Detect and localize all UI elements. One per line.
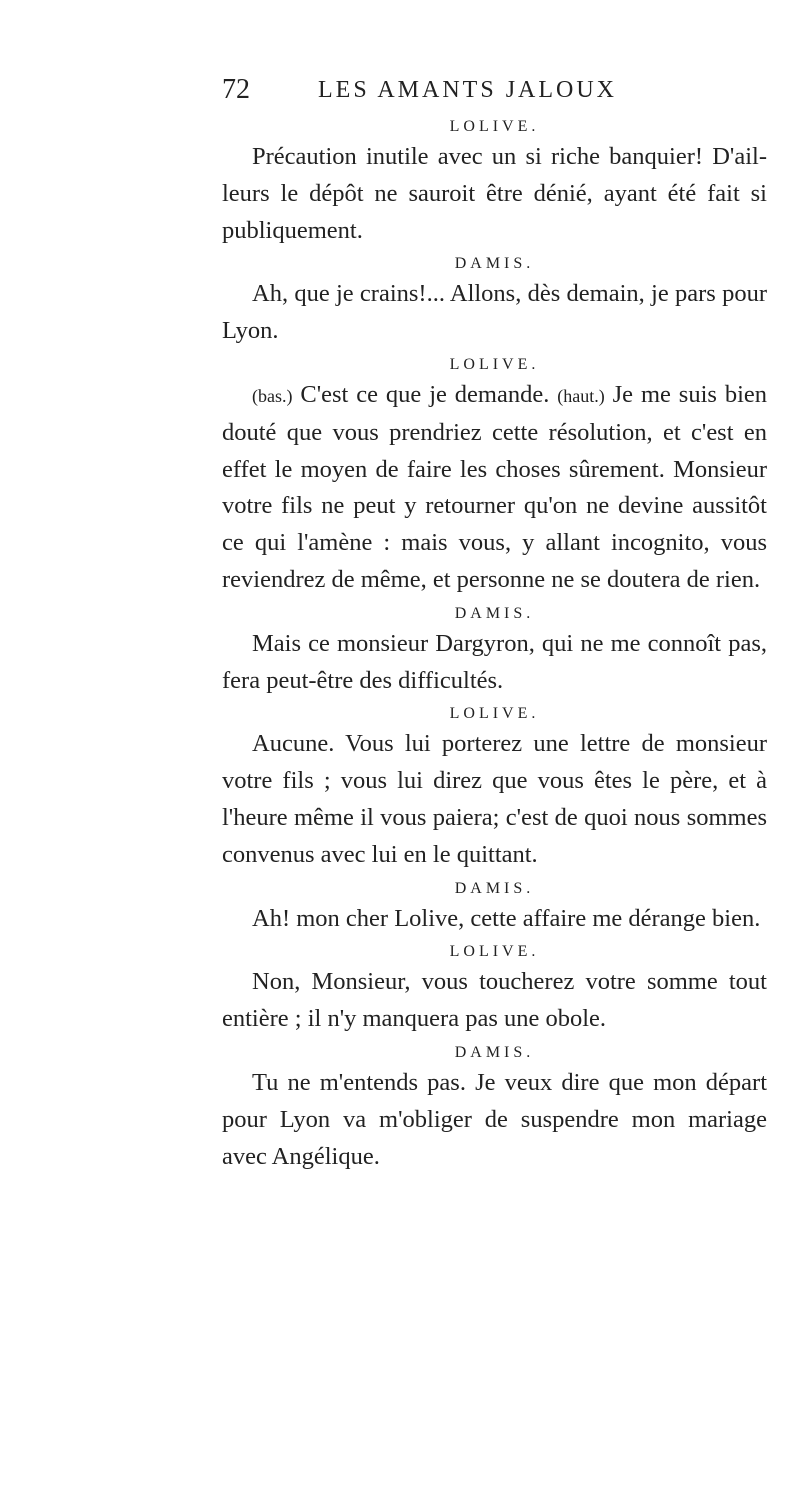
speech-fragment: Je me suis bien douté que vous prendriez cette résolution, et c'est en effet le moyen de faire les choses sûrement. Monsieur votre fils ne peut y retourner qu'on ne devine aussitôt ce qui l'amène : mais vous, y allant incognito, vous reviendrez de même, et personne ne se doutera de rien. — [222, 380, 767, 593]
speaker-name: DAMIS. — [454, 879, 535, 897]
page-number: 72 — [222, 74, 250, 105]
stage-direction: (haut.) — [557, 385, 605, 406]
speaker-name: LOLIVE. — [449, 355, 540, 373]
speech-text: Aucune. Vous lui porterez une lettre de monsieur votre fils ; vous lui direz que vous êtes le père, et à l'heure même il vous paiera; c'est de quoi nous sommes convenus avec lui en le quittant. — [222, 730, 767, 868]
speech-text: Tu ne m'entends pas. Je veux dire que mon départ pour Lyon va m'obliger de suspendre mon mariage avec Angélique. — [222, 1068, 767, 1170]
speech-text: Précaution inutile avec un si riche banquier! D'ail-leurs le dépôt ne sauroit être dénié, ayant été fait si publiquement. — [222, 143, 767, 244]
speech-fragment: C'est ce que je demande. — [300, 380, 550, 408]
speech-text: Ah, que je crains!... Allons, dès demain, je pars pour Lyon. — [222, 280, 767, 345]
speech-text — [222, 377, 767, 599]
speech-text: Non, Monsieur, vous toucherez votre somme tout entière ; il n'y manquera pas une obole. — [222, 968, 767, 1033]
speaker-name: LOLIVE. — [449, 118, 540, 135]
dialogue-body — [222, 112, 767, 1175]
speaker-name: DAMIS. — [454, 255, 535, 273]
stage-direction: (bas.) — [252, 385, 293, 406]
page-header — [0, 72, 800, 108]
speaker-name: DAMIS. — [454, 1043, 535, 1061]
speaker-name: LOLIVE. — [449, 705, 540, 723]
speech-text: Ah! mon cher Lolive, cette affaire me dérange bien. — [252, 904, 761, 932]
running-title: LES AMANTS JALOUX — [318, 77, 618, 103]
speaker-name: DAMIS. — [454, 604, 535, 622]
speech-text: Mais ce monsieur Dargyron, qui ne me connoît pas, fera peut-être des difficultés. — [222, 629, 767, 694]
speaker-name: LOLIVE. — [449, 943, 540, 961]
